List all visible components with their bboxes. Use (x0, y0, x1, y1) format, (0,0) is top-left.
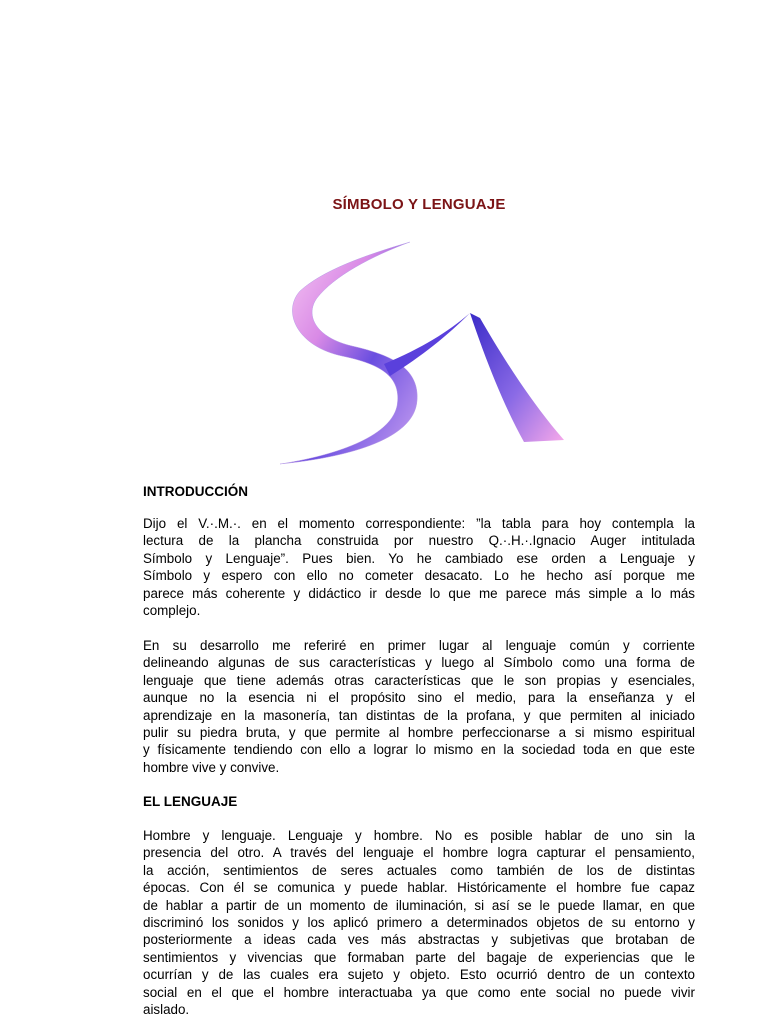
text-line: épocas. Con él se comunica y puede hablar. Históricamente el hombre fue capaz (143, 880, 695, 896)
text-line: la acción, sentimientos de seres actuales como también de los de distintas (143, 862, 695, 878)
text-line: Símbolo y Lenguaje”. Pues bien. Yo he cambiado ese orden a Lenguaje y (143, 550, 695, 566)
text-line: aislado. (143, 1002, 190, 1018)
text-line: Hombre y lenguaje. Lenguaje y hombre. No es posible hablar de uno sin la (143, 828, 695, 843)
section-heading-introduccion: INTRODUCCIÓN (143, 484, 248, 499)
text-line: lectura de la plancha construida por nuestro Q.·.H.·.Ignacio Auger intitulada (143, 533, 695, 549)
text-line: social en el que el hombre interactuaba ya que como ente social no puede vivir (143, 984, 695, 1000)
document-title: SÍMBOLO Y LENGUAJE (332, 196, 506, 213)
text-line: ocurrían y de las cuales era sujeto y objeto. Esto ocurrió dentro de un contexto (143, 967, 695, 983)
text-line: posteriormente a ideas cada ves más abstractas y subjetivas que brotaban de (143, 932, 695, 948)
text-line: y físicamente tendiendo con ello a lograr lo mismo en la sociedad toda en que este (143, 742, 695, 758)
paragraph-intro-1 (143, 515, 695, 619)
logo-image (272, 236, 572, 468)
text-line: parece más coherente y didáctico ir desde lo que me parece más simple a lo más (143, 585, 695, 601)
text-line: complejo. (143, 603, 201, 619)
section-heading-el-lenguaje: EL LENGUAJE (143, 794, 238, 809)
text-line: Símbolo y espero con ello no cometer desacato. Lo he hecho así porque me (143, 568, 695, 584)
text-line: lenguaje que tiene además otras características que le son propias y esenciales, (143, 672, 695, 688)
text-line: presencia del otro. A través del lenguaje el hombre logra capturar el pensamiento, (143, 845, 695, 861)
text-line: En su desarrollo me referiré en primer lugar al lenguaje común y corriente (143, 638, 695, 653)
text-line: delineando algunas de sus características y luego al Símbolo como una forma de (143, 655, 695, 671)
text-line: discriminó los sonidos y los aplicó primero a determinados objetos de su entorno y (143, 915, 695, 931)
text-line: de hablar a partir de un momento de iluminación, si así se le puede llamar, en que (143, 897, 695, 913)
text-line: sentimientos y vivencias que formaban parte del bagaje de experiencias que le (143, 949, 695, 965)
paragraph-intro-2 (143, 637, 695, 776)
text-line: hombre vive y convive. (143, 759, 280, 775)
text-line: Dijo el V.·.M.·. en el momento correspondiente: ”la tabla para hoy contempla la (143, 516, 695, 531)
text-line: aprendizaje en la masonería, tan distintas de la profana, y que permiten al iniciado (143, 707, 695, 723)
text-line: pulir su piedra bruta, y que permite al hombre perfeccionarse a si mismo espiritual (143, 725, 695, 741)
paragraph-lenguaje-1 (143, 827, 695, 1018)
text-line: aunque no la esencia ni el propósito sino el medio, para la enseñanza y el (143, 690, 695, 706)
